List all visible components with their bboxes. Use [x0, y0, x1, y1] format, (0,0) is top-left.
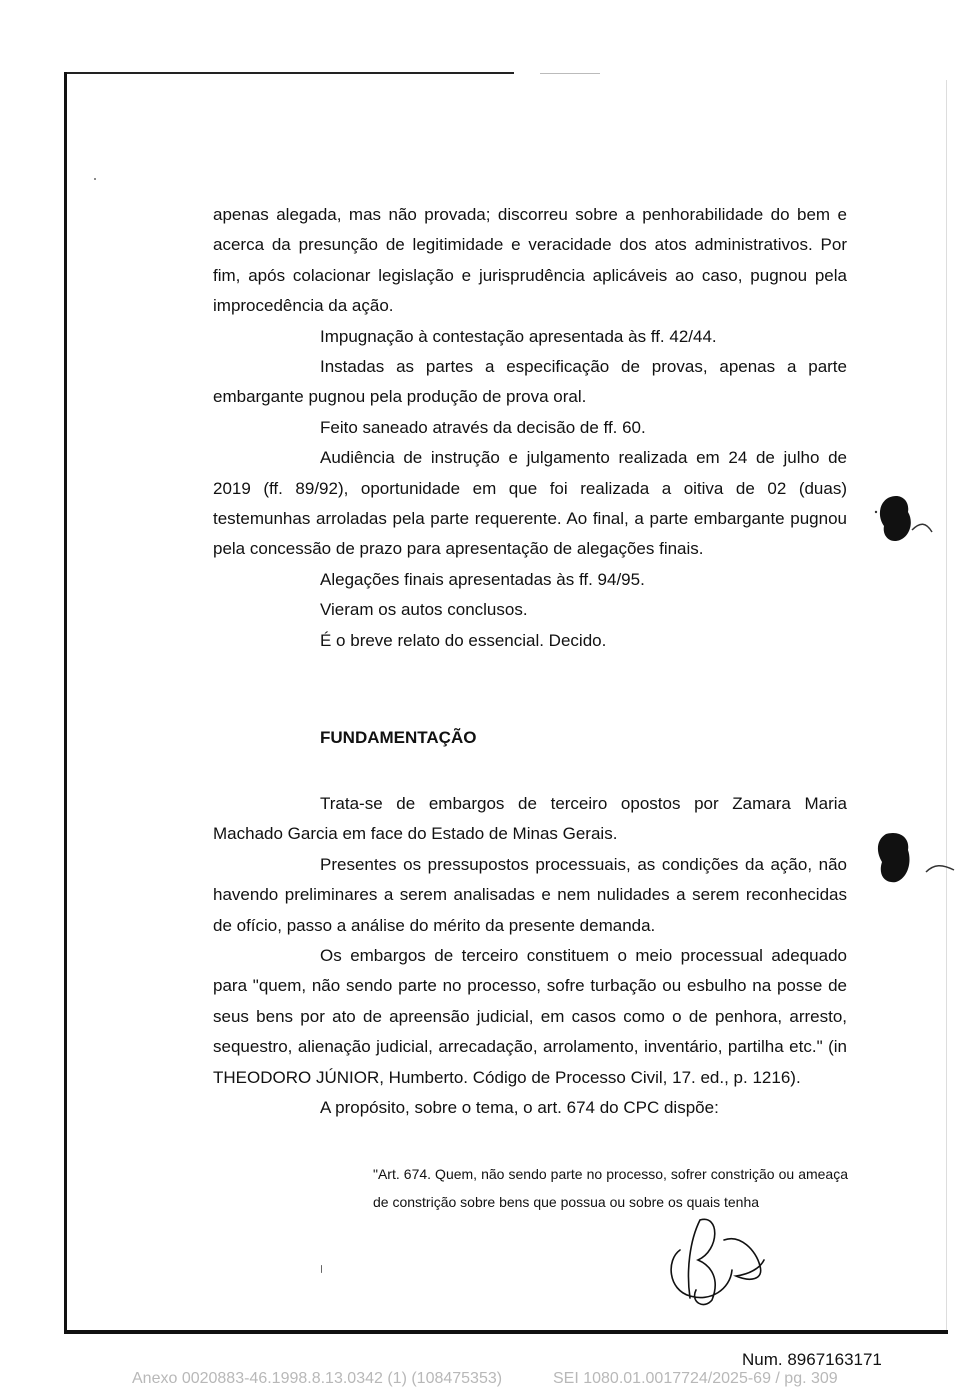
punch-hole-blot [870, 830, 960, 890]
scan-speck [94, 178, 96, 180]
annex-watermark: Anexo 0020883-46.1998.8.13.0342 (1) (108475353) [132, 1370, 503, 1387]
paragraph: Alegações finais apresentadas às ff. 94/95. [320, 569, 645, 589]
paragraph: Feito saneado através da decisão de ff. 60. [320, 417, 646, 437]
paragraph: Vieram os autos conclusos. [320, 600, 528, 620]
paragraph: Os embargos de terceiro constituem o meio processual adequado para "quem, não sendo parte no processo, sofre turbação ou esbulho na posse de seus bens por ato de apreensão judicial, em casos como o de penhora, arresto, sequestro, alienação judicial, arrecadação, arrolamento, inventário, partilha etc." (in THEODORO JÚNIOR, Humberto. Código de Processo Civil, 17. ed., p. 1216). [213, 946, 847, 1087]
body-section-report [213, 200, 847, 656]
paragraph: Presentes os pressupostos processuais, as condições da ação, não havendo preliminares a serem analisadas e nem nulidades a serem reconhecidas de ofício, passo a análise do mérito da presente demanda. [213, 854, 847, 935]
paragraph: Instadas as partes a especificação de provas, apenas a parte embargante pugnou pela produção de prova oral. [213, 357, 847, 407]
sei-page-watermark: SEI 1080.01.0017724/2025-69 / pg. 309 [553, 1370, 838, 1387]
page-border-top-faint [540, 73, 600, 74]
paragraph: A propósito, sobre o tema, o art. 674 do CPC dispõe: [320, 1098, 719, 1118]
paragraph: Trata-se de embargos de terceiro opostos por Zamara Maria Machado Garcia em face do Estado de Minas Gerais. [213, 794, 847, 844]
page-border-left [64, 72, 67, 1334]
page-border-right [946, 80, 947, 1330]
paragraph: Impugnação à contestação apresentada às ff. 42/44. [320, 326, 717, 346]
page-border-bottom [64, 1330, 948, 1334]
paragraph: É o breve relato do essencial. Decido. [320, 630, 607, 650]
scan-speck [321, 1265, 322, 1273]
handwritten-signature [660, 1210, 780, 1310]
paragraph: apenas alegada, mas não provada; discorreu sobre a penhorabilidade do bem e acerca da presunção de legitimidade e veracidade dos atos administrativos. Por fim, após colacionar legislação e jurisprudência aplicáveis ao caso, pugnou pela improcedência da ação. [213, 205, 847, 316]
page-border-top [64, 72, 514, 74]
body-section-reasoning [213, 789, 847, 1123]
section-heading: FUNDAMENTAÇÃO [320, 728, 477, 747]
legal-quote [373, 1160, 848, 1216]
punch-hole-blot [870, 490, 940, 550]
paragraph: Audiência de instrução e julgamento realizada em 24 de julho de 2019 (ff. 89/92), oportunidade em que foi realizada a oitiva de 02 (duas) testemunhas arroladas pela parte requerente. Ao final, a parte embargante pugnou pela concessão de prazo para apresentação de alegações finais. [213, 448, 847, 559]
quote-text: "Art. 674. Quem, não sendo parte no processo, sofrer constrição ou ameaça de constrição sobre bens que possua ou sobre os quais tenha [373, 1166, 848, 1210]
document-number: Num. 8967163171 [742, 1350, 882, 1369]
